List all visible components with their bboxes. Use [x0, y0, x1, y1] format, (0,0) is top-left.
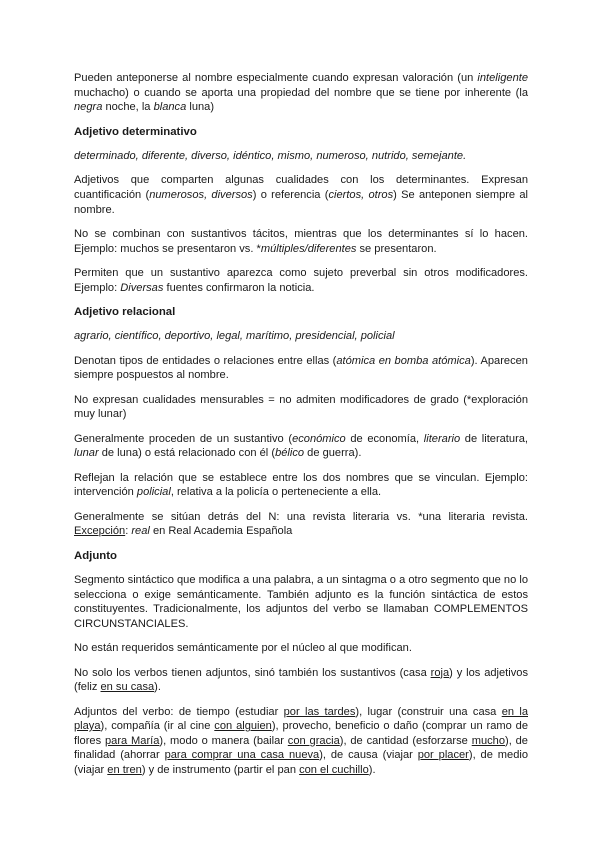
- paragraph-valoracion: Pueden anteponerse al nombre especialmente cuando expresan valoración (un inteligente muchacho) o cuando se aporta una propiedad del nombre que se tiene por inherente (la negra noche, la blanca luna): [74, 72, 528, 114]
- paragraph-sustantivos-tacitos: No se combinan con sustantivos tácitos, mientras que los determinantes sí lo hacen. Ejemplo: muchos se presentaron vs. *múltiples/diferentes se presentaron.: [74, 227, 528, 255]
- paragraph-reflejan-relacion: Reflejan la relación que se establece entre los dos nombres que se vinculan. Ejemplo: intervención policial, relativa a la policía o perteneciente a ella.: [74, 471, 528, 499]
- paragraph-no-requeridos: No están requeridos semánticamente por el núcleo al que modifican.: [74, 642, 412, 655]
- paragraph-cuantificacion: Adjetivos que comparten algunas cualidades con los determinantes. Expresan cuantificación (numerosos, diversos) o referencia (ciertos, otros) Se anteponen siempre al nombre.: [74, 174, 529, 216]
- paragraph-sujeto-preverbal: Permiten que un sustantivo aparezca como sujeto preverbal sin otros modificadores. Ejemplo: Diversas fuentes confirmaron la noticia.: [74, 266, 528, 294]
- document-page: [74, 71, 528, 787]
- paragraph-sustantivos-adjetivos: No solo los verbos tienen adjuntos, sinó también los sustantivos (casa roja) y los adjetivos (feliz en su casa).: [74, 666, 528, 694]
- paragraph-posicion-n: Generalmente se sitúan detrás del N: una revista literaria vs. *una literaria revista. Excepción: real en Real Academia Española: [74, 510, 528, 538]
- paragraph-definicion-adjunto: Segmento sintáctico que modifica a una palabra, a un sintagma o a otro segmento que no lo selecciona o exige semánticamente. También adjunto es la función sintáctica de estos constituyentes. Tradicionalmente, los adjuntos del verbo se llamaban COMPLEMENTOS CIRCUNSTANCIALES.: [74, 574, 528, 630]
- heading-adjetivo-relacional: Adjetivo relacional: [74, 305, 176, 318]
- heading-adjetivo-determinativo: Adjetivo determinativo: [74, 125, 197, 138]
- heading-adjunto: Adjunto: [74, 549, 118, 562]
- paragraph-cualidades-mensurables: No expresan cualidades mensurables = no admiten modificadores de grado (*exploración muy lunar): [74, 393, 528, 421]
- paragraph-adjuntos-verbo: Adjuntos del verbo: de tiempo (estudiar por las tardes), lugar (construir una casa en la playa), compañía (ir al cine con alguien), provecho, beneficio o daño (comprar un ramo de flores para María), modo o manera (bailar con gracia), de cantidad (esforzarse mucho), de finalidad (ahorrar para comprar una casa nueva), de causa (viajar por placer), de medio (viajar en tren) y de instrumento (partir el pan con el cuchillo).: [74, 705, 529, 776]
- paragraph-tipos-entidades: Denotan tipos de entidades o relaciones entre ellas (atómica en bomba atómica). Aparecen siempre pospuestos al nombre.: [74, 354, 528, 382]
- examples-relacional: agrario, científico, deportivo, legal, marítimo, presidencial, policial: [74, 330, 395, 343]
- examples-determinativo: determinado, diferente, diverso, idéntico, mismo, numeroso, nutrido, semejante.: [74, 149, 467, 162]
- paragraph-proceden-sustantivo: Generalmente proceden de un sustantivo (económico de economía, literario de literatura, lunar de luna) o está relacionado con él (bélico de guerra).: [74, 432, 529, 460]
